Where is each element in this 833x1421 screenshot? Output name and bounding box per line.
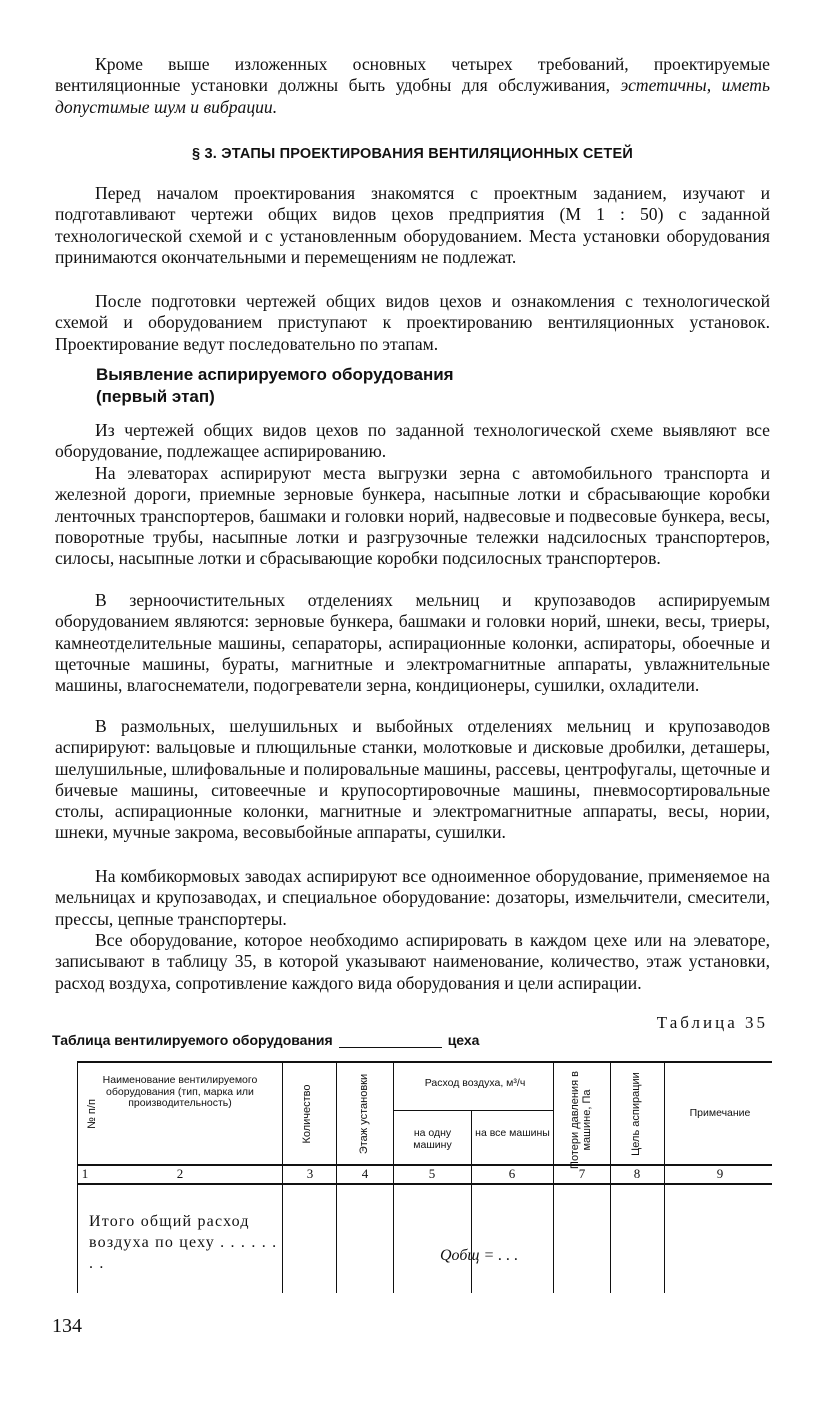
paragraph-table-intro: Все оборудование, которое необходимо аспирировать в каждом цехе или на элеваторе, записывают в таблицу 35, в которой указывают наименование, количество, этаж установки, расход воздуха, сопротивление каждого вида оборудования и цели аспирации. xyxy=(55,930,770,993)
table-vline-2 xyxy=(282,1063,283,1293)
header-all-machines: на все машины xyxy=(475,1127,550,1139)
column-number-5: 5 xyxy=(428,1166,436,1181)
section-heading: § 3. ЭТАПЫ ПРОЕКТИРОВАНИЯ ВЕНТИЛЯЦИОННЫХ СЕТЕЙ xyxy=(192,146,633,162)
table-top-rule xyxy=(77,1061,772,1063)
header-pressure-loss: Потери давления в машине, Па xyxy=(569,1071,593,1169)
table-total-row: Итого общий расход воздуха по цеху . . . . . . . . xyxy=(89,1213,278,1272)
paragraph-cleaning-departments: В зерноочистительных отделениях мельниц и крупозаводов аспирируемым оборудованием являются: зерновые бункера, башмаки и головки норий, шнеки, весы, триеры, камнеотделительные машины, сепараторы, аспирационные колонки, аспираторы, обоечные и щеточные машины, бураты, магнитные и электромагнитные аппараты, увлажнительные машины, влагоснематели, подогреватели зерна, кондиционеры, сушилки, охладители. xyxy=(55,590,770,696)
table-subheader-rule xyxy=(393,1110,553,1111)
header-quantity: Количество xyxy=(301,1084,313,1144)
column-number-7: 7 xyxy=(578,1166,586,1181)
header-per-machine: на одну машину xyxy=(413,1127,452,1151)
table-vline-1 xyxy=(77,1063,78,1293)
column-number-9: 9 xyxy=(716,1166,724,1181)
header-name: Наименование вентилируемого оборудования (тип, марка или производительность) xyxy=(102,1074,258,1109)
header-purpose: Цель аспирации xyxy=(630,1072,642,1156)
table-vline-4 xyxy=(393,1063,394,1293)
table-vline-7 xyxy=(610,1063,611,1293)
column-number-4: 4 xyxy=(361,1166,369,1181)
table-vline-5 xyxy=(471,1110,472,1293)
column-number-3: 3 xyxy=(306,1166,314,1181)
column-number-8: 8 xyxy=(633,1166,641,1181)
paragraph-milling-departments: В размольных, шелушильных и выбойных отделениях мельниц и крупозаводов аспирируют: вальцовые и плющильные станки, молотковые и дисковые дробилки, деташеры, шелушильные, шлифовальные и полировальные машины, рассевы, центрофугалы, щеточные и бичевые машины, ситовеечные и крупосортировочные машины, пневмосортировальные столы, аспирационные колонки, магнитные и электромагнитные аппараты, весы, нории, шнеки, мучные закрома, весовыбойные аппараты, сушилки. xyxy=(55,716,770,843)
header-air-flow: Расход воздуха, м³/ч xyxy=(424,1077,526,1089)
table-numbers-rule xyxy=(77,1183,772,1185)
paragraph-identify: Из чертежей общих видов цехов по заданной технологической схеме выявляют все оборудование, подлежащее аспирированию. xyxy=(55,420,770,462)
table-caption: Таблица вентилируемого оборудования цеха xyxy=(52,1032,480,1048)
header-floor: Этаж установки xyxy=(358,1073,370,1155)
subheading-first-stage: Выявление аспирируемого оборудования (первый этап) xyxy=(96,365,454,406)
paragraph-before-design: Перед началом проектирования знакомятся с проектным заданием, изучают и подготавливают чертежи общих видов цехов предприятия (М 1 : 50) с заданной технологической схемой и с установленным оборудованием. Места установки оборудования принимаются окончательными и перемещениям не подлежат. xyxy=(55,183,770,267)
column-number-1: 1 xyxy=(81,1166,89,1181)
paragraph-requirements: Кроме выше изложенных основных четырех требований, проектируемые вентиляционные установки должны быть удобны для обслуживания, эстетичны, иметь допустимые шум и вибрации. xyxy=(55,54,770,117)
column-number-2: 2 xyxy=(176,1166,184,1181)
table-vline-3 xyxy=(336,1063,337,1293)
paragraph-elevators: На элеваторах аспирируют места выгрузки зерна с автомобильного транспорта и железной дороги, приемные зерновые бункера, насыпные лотки и сбрасывающие коробки ленточных транспортеров, башмаки и головки норий, надвесовые и подвесовые бункера, весы, поворотные трубы, насыпные лотки и разгрузочные тележки надсилосных транспортеров, силосы, насыпные лотки и сбрасывающие коробки подсилосных транспортеров. xyxy=(55,463,770,569)
page-number: 134 xyxy=(52,1315,82,1337)
caption-blank-line xyxy=(339,1033,442,1048)
paragraph-feed-mills: На комбикормовых заводах аспирируют все одноименное оборудование, применяемое на мельницах и крупозаводах, и специальное оборудование: дозаторы, измельчители, смесители, прессы, цепные транспортеры. xyxy=(55,866,770,929)
table-number-label: Таблица 35 xyxy=(656,1013,768,1032)
column-number-6: 6 xyxy=(508,1166,516,1181)
table-vline-6 xyxy=(553,1063,554,1293)
header-number: № п/п xyxy=(86,1099,98,1129)
paragraph-after-drawings: После подготовки чертежей общих видов цехов и ознакомления с технологической схемой и оборудованием приступают к проектированию вентиляционных установок. Проектирование ведут последовательно по этапам. xyxy=(55,291,770,354)
table-total-formula: Qобщ = . . . xyxy=(440,1247,519,1264)
header-note: Примечание xyxy=(689,1107,751,1119)
table-vline-8 xyxy=(664,1063,665,1293)
